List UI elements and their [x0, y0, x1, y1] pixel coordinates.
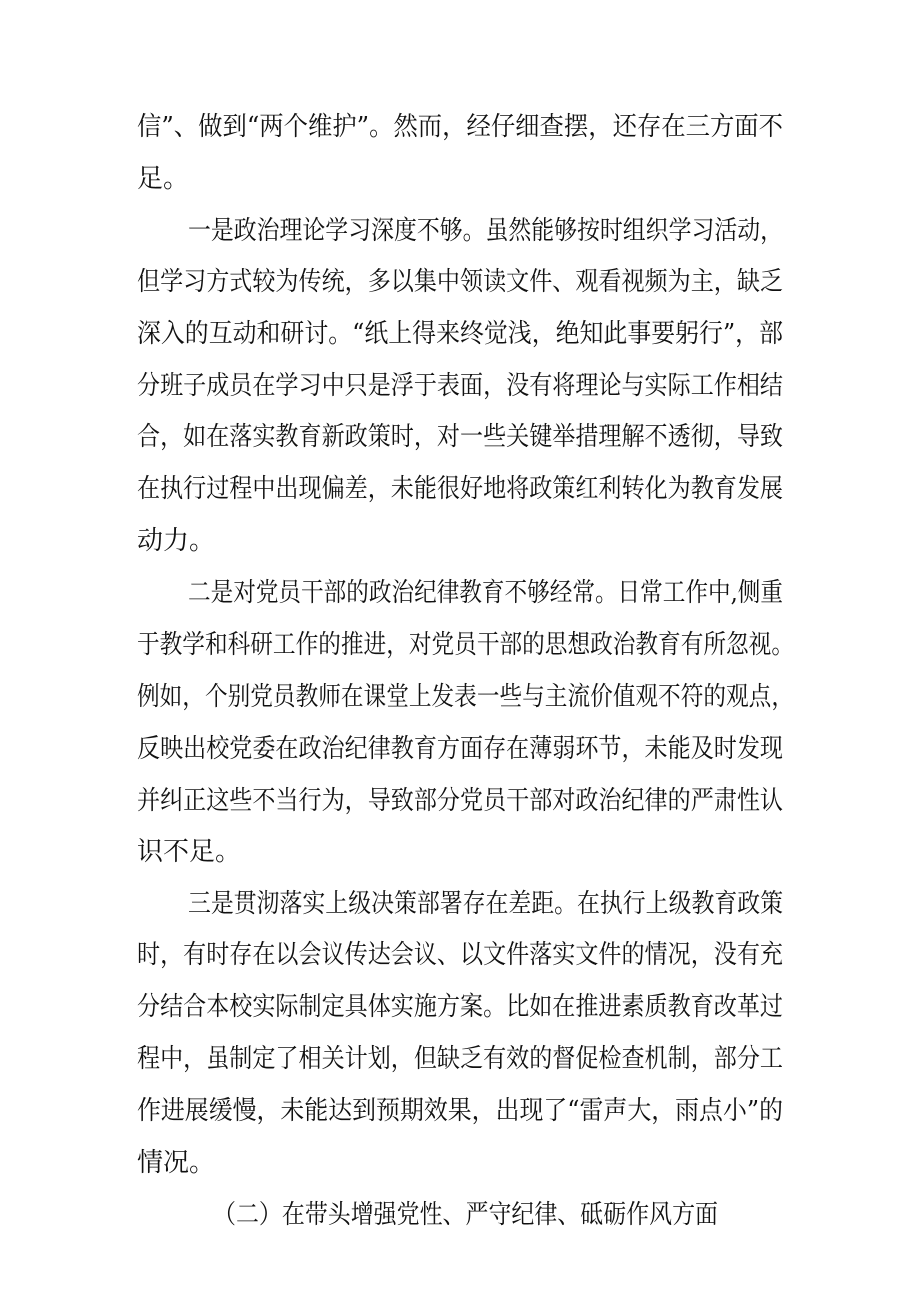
line-text: 分班子成员在学习中只是浮于表面，没有将理论与实际工作相结: [137, 371, 783, 401]
body-text-line: [0, 570, 920, 616]
line-text: 三是贯沏落实上级决策部署存在差距。在执行上级教育政策: [188, 889, 783, 919]
body-text-line: [0, 259, 920, 305]
body-text-line: [0, 1140, 920, 1186]
line-text: 程中，虽制定了相关计划，但缺乏有效的督促检查机制，部分工: [137, 1044, 783, 1074]
line-text: 信”、做到“两个维护”。然而，经仔细查摆，还存在三方面不: [137, 112, 783, 142]
body-text-line: [0, 778, 920, 824]
line-text: 足。: [137, 164, 190, 194]
line-text: 动力。: [137, 526, 216, 556]
body-text-line: [0, 466, 920, 512]
body-text-line: [0, 1088, 920, 1134]
line-text: 反映出校党委在政治纪律教育方面存在薄弱环节，未能及时发现: [137, 734, 783, 764]
body-text-line: [0, 984, 920, 1030]
body-text-line: [0, 622, 920, 668]
line-text: 例如，个别党员教师在课堂上发表一些与主流价值观不符的观点，: [137, 682, 794, 712]
line-text: 分结合本校实际制定具体实施方案。比如在推进素质教育改革过: [137, 992, 783, 1022]
body-text-line: [0, 726, 920, 772]
line-text: 二是对党员干部的政治纪律教育不够经常。日常工作中,侧重: [188, 578, 783, 608]
line-text: 识不足。: [137, 837, 242, 867]
section-heading-text: （二）在带头增强党性、严守纪律、砥砺作风方面: [213, 1200, 718, 1230]
body-text-line: [0, 208, 920, 254]
body-text-line: [0, 311, 920, 357]
body-text-line: [0, 674, 920, 720]
section-heading: [0, 1192, 920, 1238]
line-text: 但学习方式较为传统，多以集中领读文件、观看视频为主，缺乏: [137, 267, 783, 297]
body-text-line: [0, 881, 920, 927]
body-text-line: [0, 518, 920, 564]
line-text: 于教学和科研工作的推进，对党员干部的思想政治教育有所忽视。: [137, 630, 794, 660]
body-text-line: [0, 1036, 920, 1082]
line-text: 在执行过程中出现偏差，未能很好地将政策红利转化为教育发展: [137, 474, 783, 504]
line-text: 并纠正这些不当行为，导致部分党员干部对政治纪律的严肃性认: [137, 786, 783, 816]
body-text-line: [0, 363, 920, 409]
line-text: 深入的互动和研讨。“纸上得来终觉浅，绝知此事要躬行”，部: [137, 319, 783, 349]
body-text-line: [0, 414, 920, 460]
body-text-line: [0, 156, 920, 202]
line-text: 合，如在落实教育新政策时，对一些关键举措理解不透彻，导致: [137, 422, 783, 452]
line-text: 一是政治理论学习深度不够。虽然能够按时组织学习活动，: [188, 216, 783, 246]
line-text: 情况。: [137, 1148, 216, 1178]
body-text-line: [0, 829, 920, 875]
line-text: 时，有时存在以会议传达会议、以文件落实文件的情况，没有充: [137, 940, 783, 970]
line-text: 作进展缓慢，未能达到预期效果，出现了“雷声大，雨点小”的: [137, 1096, 783, 1126]
body-text-line: [0, 932, 920, 978]
body-text-line: [0, 104, 920, 150]
